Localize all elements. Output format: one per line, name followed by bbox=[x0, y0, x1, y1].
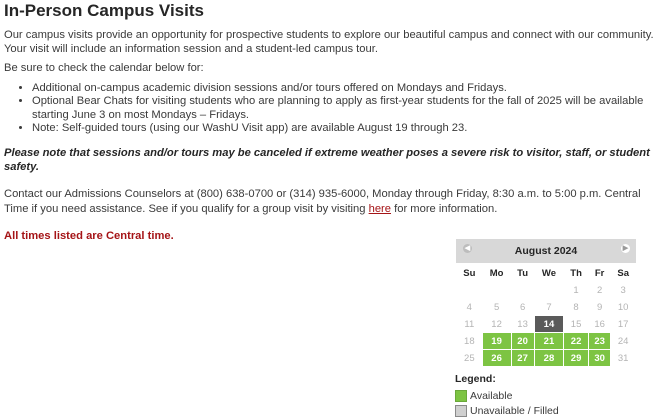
calendar-week-row bbox=[457, 316, 635, 332]
calendar-day-26[interactable]: 26 bbox=[483, 350, 511, 366]
weekday-label: Sa bbox=[617, 267, 629, 279]
calendar-empty-cell bbox=[535, 282, 564, 298]
calendar-day-14: 14 bbox=[535, 316, 564, 332]
calendar-day-15: 15 bbox=[570, 318, 582, 330]
visit-calendar bbox=[456, 239, 636, 367]
calendar-day-8: 8 bbox=[573, 301, 579, 313]
calendar-day-9: 9 bbox=[596, 301, 603, 313]
calendar-day-16: 16 bbox=[594, 318, 605, 330]
calendar-day-2: 2 bbox=[596, 284, 603, 296]
calendar-day-20[interactable]: 20 bbox=[512, 333, 534, 349]
calendar-day-4: 4 bbox=[466, 301, 472, 313]
calendar-week-row bbox=[457, 350, 635, 366]
calendar-day-28[interactable]: 28 bbox=[535, 350, 564, 366]
contact-text-end: for more information. bbox=[391, 202, 498, 215]
month-label: August 2024 bbox=[514, 245, 578, 257]
calendar-grid bbox=[456, 264, 636, 367]
calendar-day-19[interactable]: 19 bbox=[483, 333, 511, 349]
calendar-header bbox=[456, 239, 636, 263]
list-item: • Note: Self-guided tours (using our WashU Visit app) are available August 19 through 23. bbox=[32, 122, 654, 136]
calendar-day-12: 12 bbox=[491, 318, 502, 330]
calendar-day-1: 1 bbox=[573, 284, 579, 296]
calendar-week-row bbox=[457, 299, 635, 315]
legend-unavailable bbox=[455, 405, 559, 417]
calendar-day-7: 7 bbox=[546, 301, 552, 313]
calendar-legend bbox=[455, 373, 559, 420]
calendar-day-5: 5 bbox=[493, 301, 500, 313]
group-visit-link[interactable]: here bbox=[368, 202, 392, 215]
calendar-day-11: 11 bbox=[464, 318, 475, 330]
calendar-week-row bbox=[457, 282, 635, 298]
times-note: All times listed are Central time. bbox=[4, 230, 174, 243]
check-calendar-text: Be sure to check the calendar below for: bbox=[4, 61, 204, 74]
calendar-empty-cell bbox=[483, 282, 511, 298]
calendar-week-row bbox=[457, 333, 635, 349]
legend-available-label: Available bbox=[470, 390, 513, 402]
available-swatch bbox=[455, 390, 467, 402]
calendar-day-18: 18 bbox=[464, 335, 475, 347]
calendar-day-6: 6 bbox=[519, 301, 526, 313]
legend-unavailable-label: Unavailable / Filled bbox=[470, 405, 559, 417]
weather-warning: Please note that sessions and/or tours may be canceled if extreme weather poses a severe risk to visitor, staff, or student safety. bbox=[4, 146, 650, 174]
weekday-label: Su bbox=[463, 267, 476, 279]
calendar-empty-cell bbox=[512, 282, 534, 298]
calendar-day-3: 3 bbox=[620, 284, 626, 296]
calendar-day-21[interactable]: 21 bbox=[535, 333, 564, 349]
weekday-row bbox=[457, 265, 635, 281]
legend-available bbox=[455, 390, 559, 402]
contact-paragraph bbox=[4, 187, 654, 216]
weekday-label: Tu bbox=[517, 267, 529, 279]
calendar-day-24: 24 bbox=[617, 335, 629, 347]
calendar-day-31: 31 bbox=[617, 352, 629, 364]
calendar-day-23[interactable]: 23 bbox=[589, 333, 610, 349]
unavailable-swatch bbox=[455, 405, 467, 417]
weekday-label: Mo bbox=[489, 267, 504, 279]
next-month-icon[interactable]: ▶ bbox=[622, 245, 629, 252]
visit-info-list bbox=[4, 82, 654, 136]
contact-text: Contact our Admissions Counselors at (800) 638-0700 or (314) 935-6000, Monday through Friday, 8:30 a.m. to 5:00 p.m. Central Time if you need assistance. See if you qualify for a group visit by visiting bbox=[4, 188, 641, 215]
list-item: • Additional on-campus academic division sessions and/or tours offered on Mondays and Fridays. bbox=[32, 82, 654, 96]
calendar-day-17: 17 bbox=[617, 318, 629, 330]
weekday-label: Fr bbox=[594, 267, 605, 279]
main-content bbox=[4, 0, 654, 243]
weekday-label: We bbox=[541, 267, 557, 279]
calendar-day-22[interactable]: 22 bbox=[564, 333, 588, 349]
calendar-day-27[interactable]: 27 bbox=[512, 350, 534, 366]
legend-title: Legend: bbox=[455, 373, 496, 385]
calendar-day-10: 10 bbox=[617, 301, 629, 313]
weekday-label: Th bbox=[570, 267, 582, 279]
calendar-day-13: 13 bbox=[517, 318, 528, 330]
page-title: In-Person Campus Visits bbox=[4, 1, 204, 20]
calendar-day-29[interactable]: 29 bbox=[564, 350, 588, 366]
list-item: • Optional Bear Chats for visiting students who are planning to apply as first-year students for the fall of 2025 will be available starting June 3 on most Mondays – Fridays. bbox=[32, 95, 654, 122]
intro-paragraph: Our campus visits provide an opportunity for prospective students to explore our beautiful campus and connect with our community. Your visit will include an information session and a student-led campus tour. bbox=[4, 29, 654, 56]
calendar-day-30[interactable]: 30 bbox=[589, 350, 610, 366]
calendar-empty-cell bbox=[457, 282, 482, 298]
prev-month-icon[interactable]: ◀ bbox=[464, 245, 471, 252]
calendar-day-25: 25 bbox=[464, 352, 475, 364]
